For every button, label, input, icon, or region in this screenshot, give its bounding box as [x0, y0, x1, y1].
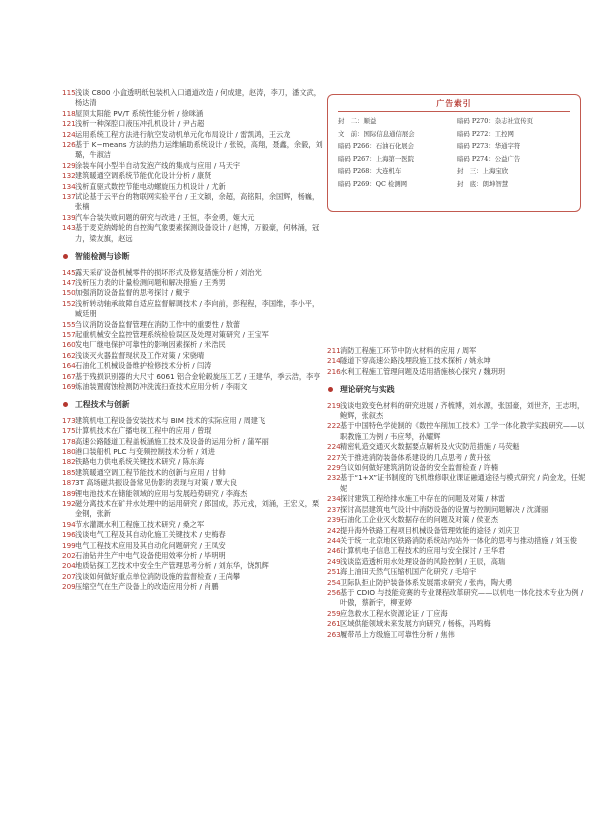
toc-entry[interactable]	[62, 340, 324, 350]
page-number: 145	[62, 267, 76, 277]
page-number: 187	[62, 478, 76, 488]
page-number: 118	[62, 108, 76, 118]
entry-title: 计算机技术在广播电视工程中的应用 / 曾琨	[75, 426, 212, 436]
page-number: 202	[62, 551, 76, 561]
page-number: 216	[327, 366, 341, 376]
entry-title: 应急救水工程水资源论证 / 丁应海	[340, 608, 448, 618]
page-number: 209	[62, 582, 76, 592]
page-number: 249	[327, 556, 341, 566]
toc-entry[interactable]	[62, 268, 324, 278]
page-number: 207	[62, 571, 76, 581]
section-heading: 工程技术与创新	[62, 400, 324, 410]
ad-index-row	[338, 115, 576, 128]
ad-index-row	[338, 178, 576, 191]
entry-title: 建筑机电工程设备安装技术与 BIM 技术的实际应用 / 周建飞	[75, 415, 266, 425]
page-number: 259	[327, 608, 341, 618]
toc-entry[interactable]	[62, 437, 324, 447]
entry-title: 浅谈灭火器监督现状及工作对策 / 宋骁晴	[75, 350, 205, 360]
page-number: 254	[327, 577, 341, 587]
toc-entry[interactable]	[62, 161, 324, 171]
toc-entry[interactable]	[327, 619, 587, 629]
entry-title: 石油钻井生产中电气设备使用效率分析 / 毕明明	[75, 551, 226, 561]
page-number: 121	[62, 119, 76, 129]
toc-entry[interactable]	[327, 557, 587, 567]
entry-title: 水利工程施工管理问题及适用措施核心探究 / 魏玥玥	[340, 366, 506, 376]
page-number: 189	[62, 488, 76, 498]
toc-entry[interactable]	[327, 473, 587, 494]
page-number: 192	[62, 499, 76, 509]
entry-title: 露天采矿设备机械零件的损坏形式及修复措施分析 / 刘治光	[75, 267, 262, 277]
ad-index-cell: 封 三：上海宝欣	[457, 167, 509, 176]
entry-title: 基于残损识别器的大尺寸 6061 铝合金轮毂旋压工艺 / 王建华，季云浩，李亨	[75, 371, 321, 381]
entry-title: 关于统一北京地区铁路消防系统站内站外一体化的思考与推动措施 / 刘玉俊	[340, 535, 577, 545]
ad-index-cell: 暗码 P274：公益广告	[457, 154, 521, 163]
toc-entry[interactable]	[62, 426, 324, 436]
toc-entry[interactable]	[327, 609, 587, 619]
toc-entry[interactable]	[62, 223, 324, 244]
toc-entry[interactable]	[327, 630, 587, 640]
entry-title: 石油化工机械设备维护检修技术分析 / 闫涛	[75, 361, 212, 371]
toc-entry[interactable]	[327, 367, 587, 377]
entry-title: 屋顶太阳能 PV/T 系统性能分析 / 徐咪涵	[75, 108, 204, 118]
toc-entry[interactable]	[62, 530, 324, 540]
entry-title: 基于“1+X”证书制度的飞机维修职业课证融通途径与模式研究 / 尚金龙，任妮妮	[340, 473, 586, 493]
page-number: 246	[327, 546, 341, 556]
entry-title: 浅谈 C800 小盒透明纸包装机入口通道改造 / 何成建，赵涛，李刀，潘文武，杨达清	[75, 88, 321, 108]
toc-entry[interactable]	[62, 361, 324, 371]
ad-index-cell: 暗码 P267：上海第一医院	[338, 154, 415, 163]
page-number: 134	[62, 181, 76, 191]
page-number: 150	[62, 288, 76, 298]
entry-title: 基于麦克纳姆轮的自控淘气象要素探测设备设计 / 赵博，万毅豪，何林涌，冠力，梁友旗，赵远	[75, 223, 320, 243]
page-number: 232	[327, 473, 341, 483]
entry-title: 磁分离技术在矿井水处理中的运用研究 / 郎国成，苏元戎，刘涌，王宏义，栗金钢，张新	[75, 499, 320, 519]
toc-entry[interactable]	[327, 356, 587, 366]
page-number: 129	[62, 160, 76, 170]
toc-left-column	[62, 88, 324, 593]
toc-entry[interactable]	[62, 382, 324, 392]
page-number: 180	[62, 447, 76, 456]
ad-index-row	[338, 165, 576, 178]
entry-title: 提升海外铁路工程项目机械设备管理效能的途径 / 刘庆卫	[340, 525, 520, 535]
entry-title: 浅谈电气工程及其自动化施工关键技术 / 史梅春	[75, 530, 226, 540]
toc-entry[interactable]	[62, 88, 324, 109]
entry-title: 加强消防设备监督的思考探讨 / 戴宇	[75, 288, 190, 298]
entry-title: 精密轧造交通灭火数据要点解析及火灾防范措施 / 马荧魁	[340, 442, 520, 452]
toc-entry[interactable]	[62, 330, 324, 340]
entry-title: 隧道下穿高速公路浅埋段施工技术探析 / 姚永坤	[340, 356, 491, 366]
page-number: 263	[327, 629, 341, 639]
toc-entry[interactable]	[62, 582, 324, 592]
toc-entry[interactable]	[62, 499, 324, 520]
page-number: 137	[62, 192, 76, 202]
toc-entry[interactable]	[327, 346, 587, 356]
ad-index-cell: 暗码 P273：华通字符	[457, 142, 521, 151]
entry-title: 浅析压力表的计量检测问题和解决措施 / 王秀男	[75, 277, 226, 287]
page-number: 169	[62, 381, 76, 391]
toc-entry[interactable]	[327, 536, 587, 546]
page-number: 261	[327, 619, 341, 629]
page-number: 199	[62, 540, 76, 550]
page-number: 214	[327, 356, 341, 366]
ad-index-divider	[338, 111, 570, 112]
toc-entry[interactable]	[327, 421, 587, 442]
page-number: 115	[62, 88, 76, 97]
ad-index-cell: 暗码 P269：QC 检测网	[338, 179, 408, 188]
toc-entry[interactable]	[62, 130, 324, 140]
page-number: 152	[62, 298, 76, 308]
toc-entry[interactable]	[62, 351, 324, 361]
page-number: 229	[327, 463, 341, 473]
entry-title: 基于 CDIO 与技能竞赛的专业课程改革研究——以机电一体化技术专业为例 / 叶傲，蔡新宇，柳亚婷	[340, 587, 584, 608]
page-number: 167	[62, 371, 76, 381]
entry-title: 石油化工企业灭火数据存在的问题及对策 / 侯亚杰	[340, 515, 498, 525]
page-number: 244	[327, 535, 341, 545]
page-number: 234	[327, 494, 341, 504]
page-number: 132	[62, 171, 76, 181]
entry-title: 浅析一种深腔口液压冲孔机设计 / 尹占超	[75, 119, 205, 129]
toc-entry[interactable]	[62, 520, 324, 530]
page-number: 157	[62, 329, 76, 339]
page-number: 182	[62, 457, 76, 467]
ad-index-title: 广告索引	[436, 99, 472, 108]
toc-entry[interactable]	[62, 478, 324, 488]
entry-title: 汽车合装失败问题的研究与改进 / 王恒，李金勇，姬大元	[75, 212, 255, 222]
toc-entry[interactable]	[62, 372, 324, 382]
toc-entry[interactable]	[62, 299, 324, 320]
toc-entry[interactable]	[62, 213, 324, 223]
page-number: 185	[62, 467, 76, 477]
ad-index-cell: 暗码 P266：石油石化展会	[338, 142, 415, 151]
entry-title: 地质钻探工艺技术中安全生产管理思考分析 / 刘东华，饶凯辉	[75, 561, 269, 571]
entry-title: 建筑暖通空调工程节能技术的创新与应用 / 甘帅	[75, 467, 226, 477]
toc-entry[interactable]	[62, 416, 324, 426]
entry-title: 浅析直驱式数控节能电动螺旋压力机设计 / 尤新	[75, 181, 226, 191]
entry-title: 基于 K−means 方法的热力运维辅助系统设计 / 张锐，高翔，聂鑫，余毅，刘璐，牛淑洁	[75, 140, 323, 160]
toc-entry[interactable]	[327, 401, 587, 422]
page-number: 227	[327, 452, 341, 462]
page-number: 239	[327, 515, 341, 525]
entry-title: 关于推进消防装备体系建设的几点思考 / 黄升弦	[340, 452, 491, 462]
entry-title: 浅谈监造透析用水处理设备的风险控制 / 王辰，高瑞	[340, 556, 506, 566]
page-number: 175	[62, 426, 76, 436]
toc-entry[interactable]	[327, 546, 587, 556]
toc-entry[interactable]	[327, 463, 587, 473]
toc-entry[interactable]	[327, 588, 587, 609]
toc-entry[interactable]	[62, 109, 324, 119]
page-number: 224	[327, 442, 341, 452]
toc-entry[interactable]	[62, 572, 324, 582]
toc-entry[interactable]	[62, 288, 324, 298]
toc-entry[interactable]	[62, 182, 324, 192]
toc-entry[interactable]	[62, 489, 324, 499]
toc-entry[interactable]	[62, 320, 324, 330]
ad-index-cell: 暗码 P270：杂志社宣传页	[457, 117, 534, 125]
page-number: 173	[62, 415, 76, 425]
entry-title: 计算机电子信息工程技术的应用与安全探讨 / 王华君	[340, 546, 506, 556]
page-number: 242	[327, 525, 341, 535]
ad-index-rows	[338, 115, 576, 191]
page-number: 147	[62, 277, 76, 287]
page-number: 162	[62, 350, 76, 360]
toc-entry[interactable]	[62, 278, 324, 288]
entry-title: 建筑暖通空调系统节能优化设计分析 / 康贤	[75, 171, 212, 181]
page-number: 222	[327, 421, 341, 431]
entry-title: 消防工程施工环节中防火材料的应用 / 周军	[340, 346, 477, 355]
ad-index-cell: 文 前：国际信息通信展会	[338, 129, 415, 138]
page-number: 155	[62, 319, 76, 329]
toc-entry[interactable]	[62, 192, 324, 213]
toc-entry[interactable]	[327, 442, 587, 452]
entry-title: 探讨建筑工程给排水施工中存在的问题及对策 / 林雷	[340, 494, 506, 504]
ad-index-cell: 暗码 P268：大连机车	[338, 167, 402, 176]
page-number: 178	[62, 436, 76, 446]
section-heading: 理论研究与实践	[327, 385, 587, 395]
entry-title: 3T 高场磁共振设备常见伪影的表现与对策 / 覃大良	[75, 478, 237, 488]
entry-title: 高速公路隧道工程盖板涵施工技术及设备的运用分析 / 蒲军丽	[75, 436, 269, 446]
ad-index-row	[338, 140, 576, 153]
entry-title: 浅析转动轴承故障自适应监督解调技术 / 李向前，彭程程，李国维，李小平，臧廷朋	[75, 298, 320, 319]
entry-title: 区域供能领域未来发展方向研究 / 杨栋，冯鸣梅	[340, 619, 491, 629]
ad-index-cell: 封 底：朗坤智慧	[457, 179, 509, 188]
toc-entry[interactable]	[62, 457, 324, 467]
entry-title: 履带吊上方级施工可靠性分析 / 焦伟	[340, 629, 455, 639]
page-number: 139	[62, 212, 76, 222]
section-heading: 智能检测与诊断	[62, 252, 324, 262]
entry-title: 海上油田天然气压缩机国产化研究 / 毛培宇	[340, 567, 477, 577]
entry-title: 港口装船机 PLC 与变频控制技术分析 / 刘进	[75, 447, 215, 456]
entry-title: 刍议如何做好建筑消防设备的安全监督检查 / 许楠	[340, 463, 498, 473]
page-number: 126	[62, 140, 76, 150]
toc-entry[interactable]	[62, 171, 324, 181]
page-number: 211	[327, 346, 341, 355]
toc-entry[interactable]	[327, 494, 587, 504]
entry-title: 运用系统工程方法进行航空发动机单元化布局设计 / 雷凯鸿，王云龙	[75, 129, 291, 139]
toc-entry[interactable]	[327, 453, 587, 463]
toc-entry[interactable]	[62, 140, 324, 161]
page-number: 219	[327, 400, 341, 410]
entry-title: 涂装车间小型半自动发泡产线的集成与应用 / 马天宇	[75, 160, 241, 170]
page-number: 256	[327, 587, 341, 597]
entry-title: 探讨高层建筑电气设计中消防设备的设置与控制问题解决 / 沈潇丽	[340, 504, 549, 514]
toc-entry[interactable]	[62, 541, 324, 551]
toc-entry[interactable]	[327, 515, 587, 525]
page-number: 194	[62, 519, 76, 529]
toc-entry[interactable]	[62, 551, 324, 561]
toc-entry[interactable]	[62, 119, 324, 129]
entry-title: 锂电池技术在储能领域的应用与发展趋势研究 / 李海杰	[75, 488, 248, 498]
entry-title: 起重机械安全监控管理系统检验误区及处理对策研究 / 王宝军	[75, 329, 269, 339]
toc-entry[interactable]	[62, 447, 324, 457]
toc-right-column	[327, 346, 587, 640]
ad-index-cell: 暗码 P272：工控网	[457, 129, 514, 138]
page-number: 237	[327, 504, 341, 514]
page-number: 124	[62, 129, 76, 139]
toc-entry[interactable]	[62, 561, 324, 571]
toc-entry[interactable]	[327, 578, 587, 588]
ad-index-row	[338, 128, 576, 141]
entry-title: 铁路电力供电系统关键技术研究 / 陈东海	[75, 457, 205, 467]
entry-title: 试论基于云平台的物联网实验平台 / 王文颖，余超，高铭阳，余国辉，杨巍，张楠	[75, 192, 320, 212]
page-number: 164	[62, 361, 76, 371]
toc-entry[interactable]	[327, 505, 587, 515]
entry-title: 浅谈如何做好重点单位消防设施的监督检查 / 王尚攀	[75, 571, 241, 581]
entry-title: 卫际队拒止防护装备体系发展需求研究 / 张冉，陶大勇	[340, 577, 513, 587]
toc-entry[interactable]	[327, 526, 587, 536]
page-number: 143	[62, 223, 76, 233]
toc-entry[interactable]	[327, 567, 587, 577]
page-number: 204	[62, 561, 76, 571]
entry-title: 发电厂继电保护可靠性的影响因素探析 / 米浩民	[75, 340, 226, 350]
page-number: 160	[62, 340, 76, 350]
entry-title: 基于中国特色学徒制的《数控车削加工技术》工学一体化教学实践研究——以职教施工为例 / 韦应琴，孙耀辉	[340, 421, 585, 441]
page-number: 196	[62, 530, 76, 540]
entry-title: 刍议消防设备监督管理在消防工作中的重要性 / 敖蕾	[75, 319, 241, 329]
ad-index-row	[338, 153, 576, 166]
entry-title: 浅谈电致变色材料的研究进展 / 齐梳博，刘水源，张国豪，刘世齐，王志明，鲍辉，张叙杰	[340, 400, 585, 421]
entry-title: 炼油装置腐蚀检测防冲洗流扫查技术应用分析 / 李雨文	[75, 381, 248, 391]
entry-title: 电气工程技术应用及其自动化问题研究 / 王凤安	[75, 540, 226, 550]
entry-title: 压缩空气在生产设备上的改造应用分析 / 肖鹏	[75, 582, 219, 592]
ad-index-box	[327, 94, 581, 212]
toc-entry[interactable]	[62, 468, 324, 478]
ad-index-cell: 封 二：顺益	[338, 117, 377, 125]
page-number: 251	[327, 567, 341, 577]
entry-title: 节水灌溉水利工程施工技术研究 / 桑之军	[75, 519, 205, 529]
